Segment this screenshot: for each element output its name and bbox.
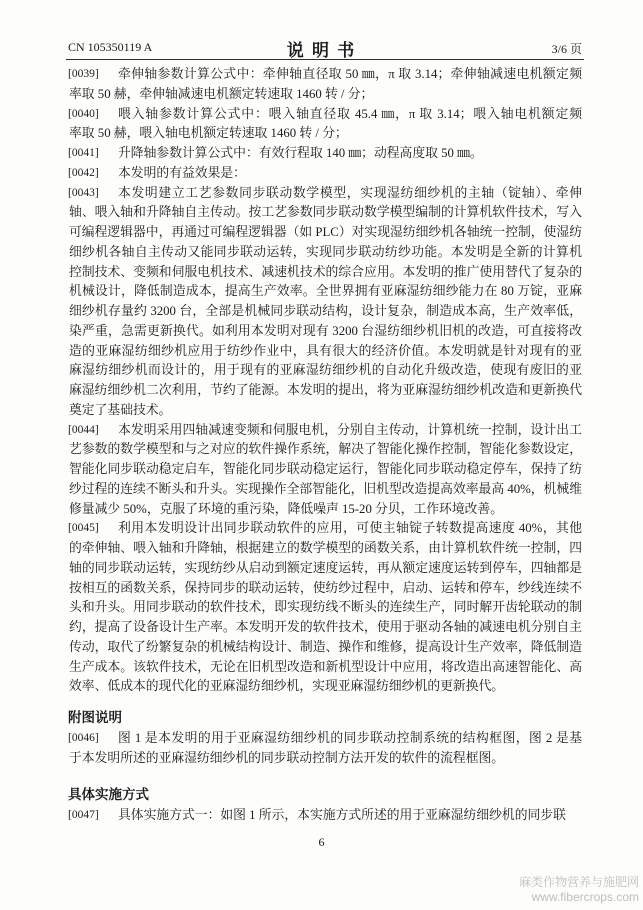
paragraph-0039 xyxy=(69,65,582,105)
paragraph-number: [0039] xyxy=(68,68,99,80)
paragraph-line: 麻湿纺细纱机二次利用，节约了能源。本发明的提出，将为亚麻湿纺细纱机改造和更新换代 xyxy=(69,383,582,397)
embodiment-paragraphs xyxy=(69,806,582,826)
paragraph-line: 升降轴参数计算公式中：有效行程取 140 ㎜；动程高度取 50 ㎜。 xyxy=(118,146,483,160)
paragraph-line: 轴的同步联动运转，实现纺纱从启动到额定速度运转，再从额定速度运转到停车，四轴都是 xyxy=(69,560,582,575)
paragraph-line: 按相互的函数关系，保持同步的联动运转，使纺纱过程中，启动、运转和停车，纱线连续不 xyxy=(69,580,582,595)
publication-number: CN 105350119 A xyxy=(68,40,153,54)
section-heading-drawings: 附图说明 xyxy=(68,710,122,725)
paragraph-0046 xyxy=(69,729,582,769)
paragraph-line: 的牵伸轴、喂入轴和升降轴，根据建立的数学模型的函数关系，由计算机软件统一控制，四 xyxy=(69,541,582,555)
paragraph-number: [0046] xyxy=(68,732,99,744)
paragraph-0047 xyxy=(69,806,582,826)
paragraph-number: [0040] xyxy=(68,107,99,120)
paragraph-number: [0042] xyxy=(68,166,99,179)
paragraph-line: 轴、喂入轴和升降轴自主传动。按工艺参数同步联动数学模型编制的计算机软件技术，写入 xyxy=(69,205,582,220)
paragraph-0042 xyxy=(69,164,582,184)
paragraph-line: 生产成本。该软件技术，无论在旧机型改造和新机型设计中应用，将改造出高速智能化、高 xyxy=(69,659,582,674)
paragraph-number: [0041] xyxy=(68,147,99,159)
paragraph-0041 xyxy=(69,144,582,164)
paragraph-line: 头和升头。用同步联动的软件技术，即实现纺线不断头的连续生产，同时解开齿轮联动的制 xyxy=(69,600,582,615)
page-title: 说 明 书 xyxy=(286,41,357,60)
paragraph-0043 xyxy=(69,184,582,421)
paragraph-line: 本发明采用四轴减速变频和伺服电机，分别自主传动，计算机统一控制，设计出工 xyxy=(118,422,582,437)
paragraph-line: 本发明的有益效果是： xyxy=(118,165,246,180)
paragraph-number: [0045] xyxy=(68,522,99,535)
paragraph-line: 机械设计，降低制造成本，提高生产效率。全世界拥有亚麻湿纺细纱能力在 80 万锭，亚麻 xyxy=(69,284,582,299)
main-paragraphs xyxy=(69,65,582,697)
paragraph-line: 细纱机存量约 3200 台，全部是机械同步联动结构，设计复杂，制造成本高，生产效率低， xyxy=(69,304,582,318)
watermark-site-url: www.fibercrops.com xyxy=(531,890,639,904)
section-heading-embodiment: 具体实施方式 xyxy=(68,787,149,802)
paragraph-line: 于本发明所述的亚麻湿纺细纱机的同步联动控制方法开发的软件的流程框图。 xyxy=(69,750,505,765)
paragraph-line: 约，提高了设备设计生产率。本发明开发的软件技术，使用于驱动各轴的减速电机分别自主 xyxy=(69,620,582,634)
paragraph-line: 修量减少 50%，克服了环境的重污染，降低噪声 15-20 分贝，工作环境改善。 xyxy=(69,501,504,516)
paragraph-line: 控制技术、变频和伺服电机技术、减速机技术的综合应用。本发明的推广使用替代了复杂的 xyxy=(69,264,582,279)
watermark-site-name: 麻类作物营养与施肥网 xyxy=(518,875,639,889)
paragraph-line: 利用本发明设计出同步联动软件的应用，可使主轴锭子转数提高速度 40%，其他 xyxy=(118,521,582,536)
paragraph-line: 率取 50 赫，牵伸轴减速电机额定转速取 1460 转 / 分； xyxy=(69,86,374,101)
paragraph-line: 纱过程的连续不断头和升头。实现操作全部智能化，旧机型改造提高效率最高 40%，机械维 xyxy=(69,481,582,496)
paragraph-line: 染严重，急需更新换代。如利用本发明对现有 3200 台湿纺细纱机旧机的改造，可直接将改 xyxy=(69,323,582,338)
paragraph-0044 xyxy=(69,421,582,520)
drawings-paragraphs xyxy=(69,729,582,769)
paragraph-line: 具体实施方式一：如图 1 所示，本实施方式所述的用于亚麻湿纺细纱机的同步联 xyxy=(118,808,566,822)
paragraph-line: 本发明建立工艺参数同步联动数学模型，实现湿纺细纱机的主轴（锭轴）、牵伸 xyxy=(118,185,582,200)
paragraph-line: 效率、低成本的现代化的亚麻湿纺细纱机，实现亚麻湿纺细纱机的更新换代。 xyxy=(69,679,505,694)
paragraph-0045 xyxy=(69,519,582,697)
paragraph-number: [0044] xyxy=(68,423,99,436)
paragraph-line: 艺参数的数学模型和与之对应的软件操作系统，解决了智能化操作控制，智能化参数设定， xyxy=(69,442,582,457)
paragraph-line: 率取 50 赫，喂入轴电机额定转速取 1460 转 / 分； xyxy=(69,126,348,141)
paragraph-line: 造的亚麻湿纺细纱机应用于纺纱作业中，具有很大的经济价值。本发明就是针对现有的亚 xyxy=(69,343,582,358)
header-divider xyxy=(66,59,584,60)
paragraph-line: 牵伸轴参数计算公式中：牵伸轴直径取 50 ㎜，π 取 3.14；牵伸轴减速电机额定频 xyxy=(118,67,582,81)
paragraph-line: 智能化同步联动稳定启车，智能化同步联动稳定运行，智能化同步联动稳定停车，保持了纺 xyxy=(69,462,582,476)
description-body xyxy=(69,65,582,826)
paragraph-number: [0047] xyxy=(68,809,99,821)
paragraph-line: 细纱机各轴自主传动又能同步联动运转，实现同步联动纺纱功能。本发明是全新的计算机 xyxy=(69,244,582,259)
page-counter: 3/6 页 xyxy=(551,42,582,56)
paragraph-line: 奠定了基础技术。 xyxy=(69,402,172,417)
page-number: 6 xyxy=(318,835,325,849)
paragraph-line: 喂入轴参数计算公式中：喂入轴直径取 45.4 ㎜，π 取 3.14；喂入轴电机额定频 xyxy=(118,106,582,121)
paragraph-line: 图 1 是本发明的用于亚麻湿纺细纱机的同步联动控制系统的结构框图，图 2 是基 xyxy=(118,731,582,745)
paragraph-line: 麻湿纺细纱机而设计的，用于现有的亚麻湿纺细纱机的自动化升级改造，使现有废旧的亚 xyxy=(69,363,582,378)
paragraph-0040 xyxy=(69,105,582,145)
paragraph-line: 传动，取代了纷繁复杂的机械结构设计、制造、操作和维修，提高设计生产效率，降低制造 xyxy=(69,639,582,654)
watermark xyxy=(519,875,639,905)
paragraph-line: 可编程逻辑器中，再通过可编程逻辑器（如 PLC）对实现湿纺细纱机各轴统一控制，使湿纺 xyxy=(69,225,582,239)
paragraph-number: [0043] xyxy=(68,186,99,199)
